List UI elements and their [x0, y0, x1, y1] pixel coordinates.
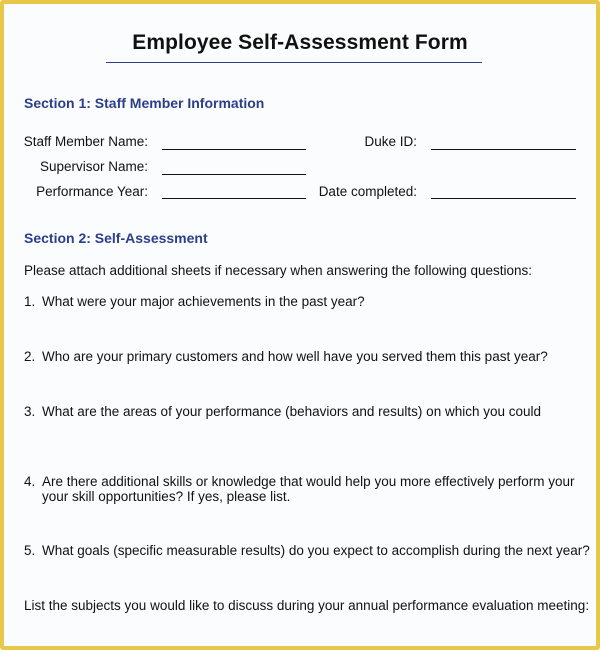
form-title: Employee Self-Assessment Form [132, 31, 468, 54]
question-text: What goals (specific measurable results) do you expect to accomplish during the next year? [42, 543, 590, 558]
staff-member-name-field[interactable] [162, 149, 306, 150]
question-3 [24, 404, 584, 419]
duke-id-field[interactable] [431, 149, 576, 150]
supervisor-name-field[interactable] [162, 174, 306, 175]
question-number: 1. [24, 294, 36, 309]
performance-year-label: Performance Year: [36, 184, 148, 199]
question-text: Are there additional skills or knowledge that would help you more effectively perform your [42, 474, 575, 489]
section-1-heading: Section 1: Staff Member Information [24, 95, 265, 111]
closing-prompt: List the subjects you would like to discuss during your annual performance evaluation meeting: [24, 598, 590, 613]
instructions-text: Please attach additional sheets if necessary when answering the following questions: [24, 263, 533, 278]
supervisor-name-label: Supervisor Name: [39, 159, 148, 174]
date-completed-label: Date completed: [318, 184, 417, 199]
question-5 [24, 543, 590, 558]
question-text: What are the areas of your performance (behaviors and results) on which you could [42, 404, 542, 419]
staff-member-name-label: Staff Member Name: [23, 134, 148, 149]
question-text: Who are your primary customers and how well have you served them this past year? [42, 349, 548, 364]
duke-id-label: Duke ID: [364, 134, 417, 149]
question-number: 3. [24, 404, 36, 419]
title-underline [106, 62, 482, 63]
question-number: 5. [24, 543, 36, 558]
date-completed-field[interactable] [431, 198, 576, 199]
section-2-heading: Section 2: Self-Assessment [24, 230, 208, 246]
question-2 [24, 349, 584, 364]
question-1 [24, 294, 584, 309]
question-text-continued: your skill opportunities? If yes, please list. [42, 489, 291, 504]
question-4 [24, 474, 584, 504]
question-number: 4. [24, 474, 36, 489]
question-number: 2. [24, 349, 36, 364]
performance-year-field[interactable] [162, 198, 306, 199]
question-text: What were your major achievements in the past year? [42, 294, 365, 309]
